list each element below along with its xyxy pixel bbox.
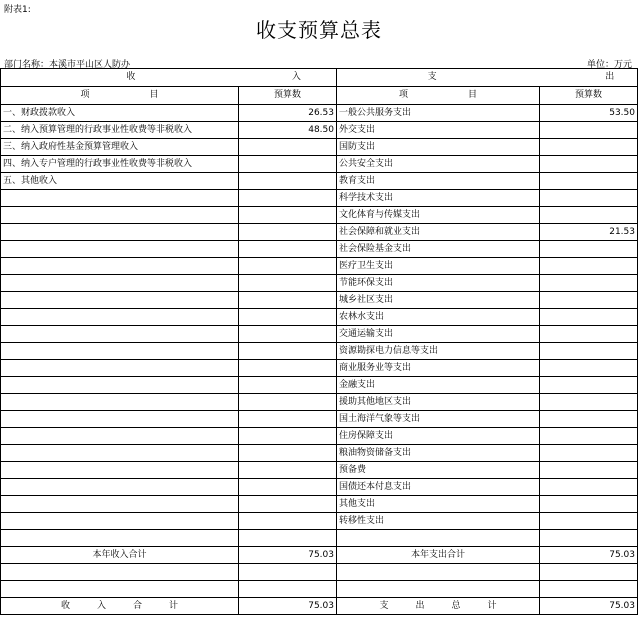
income-amount <box>239 173 337 190</box>
income-item <box>1 275 239 292</box>
expense-item: 教育支出 <box>337 173 540 190</box>
income-amount: 48.50 <box>239 122 337 139</box>
income-subtotal-amount: 75.03 <box>239 547 337 564</box>
income-amount <box>239 241 337 258</box>
income-item <box>1 309 239 326</box>
expense-amount <box>540 513 638 530</box>
table-row <box>1 122 638 139</box>
expense-total-label: 支 出 总 计 <box>337 598 540 615</box>
annex-label: 附表1: <box>4 5 31 15</box>
expense-amount <box>540 496 638 513</box>
unit-label: 单位：万元 <box>586 60 632 70</box>
expense-amount <box>540 479 638 496</box>
income-amount <box>239 479 337 496</box>
budget-summary-table <box>0 68 638 615</box>
column-header-row <box>1 87 638 105</box>
income-item <box>1 207 239 224</box>
income-amount <box>239 326 337 343</box>
income-item <box>1 224 239 241</box>
expense-item: 文化体育与传媒支出 <box>337 207 540 224</box>
expense-total-amount: 75.03 <box>540 598 638 615</box>
income-amount <box>239 309 337 326</box>
income-item <box>1 496 239 513</box>
table-row <box>1 258 638 275</box>
table-row <box>1 445 638 462</box>
expense-amount <box>540 156 638 173</box>
income-amount <box>239 275 337 292</box>
blank-cell <box>540 581 638 598</box>
income-amount <box>239 394 337 411</box>
table-row <box>1 156 638 173</box>
expense-amount <box>540 445 638 462</box>
expense-amount <box>540 241 638 258</box>
expense-item: 金融支出 <box>337 377 540 394</box>
table-row <box>1 275 638 292</box>
expense-amount <box>540 173 638 190</box>
income-item <box>1 513 239 530</box>
income-amount-header: 预算数 <box>239 87 337 105</box>
expense-item-header: 项 目 <box>337 87 540 105</box>
expense-subtotal-label: 本年支出合计 <box>337 547 540 564</box>
expense-item: 国土海洋气象等支出 <box>337 411 540 428</box>
table-row <box>1 173 638 190</box>
blank-cell <box>337 564 540 581</box>
page-title: 收支预算总表 <box>256 18 382 42</box>
expense-item: 社会保险基金支出 <box>337 241 540 258</box>
table-row <box>1 241 638 258</box>
expense-item: 援助其他地区支出 <box>337 394 540 411</box>
income-item: 二、纳入预算管理的行政事业性收费等非税收入 <box>1 122 239 139</box>
expense-item: 科学技术支出 <box>337 190 540 207</box>
income-item: 五、其他收入 <box>1 173 239 190</box>
table-row <box>1 343 638 360</box>
blank-cell <box>337 581 540 598</box>
expense-amount <box>540 258 638 275</box>
expense-amount: 21.53 <box>540 224 638 241</box>
expense-amount: 53.50 <box>540 105 638 122</box>
table-row <box>1 462 638 479</box>
expense-amount <box>540 190 638 207</box>
expense-amount <box>540 377 638 394</box>
income-item <box>1 411 239 428</box>
income-item <box>1 530 239 547</box>
expense-item <box>337 530 540 547</box>
income-amount <box>239 377 337 394</box>
table-row <box>1 479 638 496</box>
income-item <box>1 462 239 479</box>
expense-amount <box>540 326 638 343</box>
table-row <box>1 309 638 326</box>
expense-amount <box>540 139 638 156</box>
table-row <box>1 139 638 156</box>
income-item: 三、纳入政府性基金预算管理收入 <box>1 139 239 156</box>
table-row <box>1 190 638 207</box>
blank-cell <box>540 564 638 581</box>
income-item <box>1 326 239 343</box>
expense-item: 商业服务业等支出 <box>337 360 540 377</box>
income-total-amount: 75.03 <box>239 598 337 615</box>
table-row <box>1 207 638 224</box>
blank-cell <box>239 581 337 598</box>
expense-item: 交通运输支出 <box>337 326 540 343</box>
income-amount <box>239 343 337 360</box>
subtotal-row <box>1 547 638 564</box>
income-item <box>1 445 239 462</box>
table-row <box>1 292 638 309</box>
expense-amount <box>540 292 638 309</box>
expense-item: 资源勘探电力信息等支出 <box>337 343 540 360</box>
income-amount <box>239 156 337 173</box>
expense-item: 城乡社区支出 <box>337 292 540 309</box>
income-amount <box>239 530 337 547</box>
table-row <box>1 411 638 428</box>
table-row <box>1 326 638 343</box>
expense-amount-header: 预算数 <box>540 87 638 105</box>
table-row <box>1 530 638 547</box>
income-subtotal-label: 本年收入合计 <box>1 547 239 564</box>
income-item <box>1 292 239 309</box>
group-header-row <box>1 69 638 87</box>
income-item-header: 项 目 <box>1 87 239 105</box>
income-item: 四、纳入专户管理的行政事业性收费等非税收入 <box>1 156 239 173</box>
income-item <box>1 343 239 360</box>
table-row <box>1 105 638 122</box>
expense-amount <box>540 411 638 428</box>
blank-cell <box>1 581 239 598</box>
blank-row <box>1 581 638 598</box>
income-item <box>1 377 239 394</box>
table-row <box>1 377 638 394</box>
expense-amount <box>540 275 638 292</box>
expense-item: 国债还本付息支出 <box>337 479 540 496</box>
table-row <box>1 513 638 530</box>
expense-subtotal-amount: 75.03 <box>540 547 638 564</box>
table-row <box>1 360 638 377</box>
total-row <box>1 598 638 615</box>
expense-amount <box>540 530 638 547</box>
blank-cell <box>1 564 239 581</box>
expense-amount <box>540 343 638 360</box>
expense-amount <box>540 360 638 377</box>
table-row <box>1 224 638 241</box>
income-amount <box>239 190 337 207</box>
expense-item: 外交支出 <box>337 122 540 139</box>
expense-item: 住房保障支出 <box>337 428 540 445</box>
expense-amount <box>540 309 638 326</box>
expense-item: 预备费 <box>337 462 540 479</box>
income-amount <box>239 462 337 479</box>
expense-amount <box>540 207 638 224</box>
income-item <box>1 428 239 445</box>
income-amount <box>239 428 337 445</box>
expense-item: 转移性支出 <box>337 513 540 530</box>
blank-cell <box>239 564 337 581</box>
income-group-header: 收 入 <box>1 69 337 87</box>
income-amount <box>239 292 337 309</box>
blank-row <box>1 564 638 581</box>
expense-item: 节能环保支出 <box>337 275 540 292</box>
table-row <box>1 496 638 513</box>
income-amount <box>239 224 337 241</box>
expense-item: 公共安全支出 <box>337 156 540 173</box>
expense-item: 其他支出 <box>337 496 540 513</box>
income-amount <box>239 360 337 377</box>
expense-group-header: 支 出 <box>337 69 638 87</box>
income-total-label: 收 入 合 计 <box>1 598 239 615</box>
expense-item: 一般公共服务支出 <box>337 105 540 122</box>
expense-item: 粮油物资储备支出 <box>337 445 540 462</box>
income-item: 一、财政拨款收入 <box>1 105 239 122</box>
income-item <box>1 258 239 275</box>
expense-item: 国防支出 <box>337 139 540 156</box>
income-amount <box>239 139 337 156</box>
income-item <box>1 360 239 377</box>
expense-amount <box>540 122 638 139</box>
department-name: 部门名称：本溪市平山区人防办 <box>4 60 131 70</box>
expense-item: 医疗卫生支出 <box>337 258 540 275</box>
income-item <box>1 394 239 411</box>
income-amount <box>239 496 337 513</box>
income-amount: 26.53 <box>239 105 337 122</box>
expense-item: 社会保障和就业支出 <box>337 224 540 241</box>
expense-amount <box>540 428 638 445</box>
expense-amount <box>540 462 638 479</box>
income-amount <box>239 411 337 428</box>
income-item <box>1 479 239 496</box>
income-amount <box>239 207 337 224</box>
expense-amount <box>540 394 638 411</box>
expense-item: 农林水支出 <box>337 309 540 326</box>
income-item <box>1 241 239 258</box>
income-amount <box>239 445 337 462</box>
table-row <box>1 394 638 411</box>
income-amount <box>239 513 337 530</box>
income-item <box>1 190 239 207</box>
table-row <box>1 428 638 445</box>
income-amount <box>239 258 337 275</box>
